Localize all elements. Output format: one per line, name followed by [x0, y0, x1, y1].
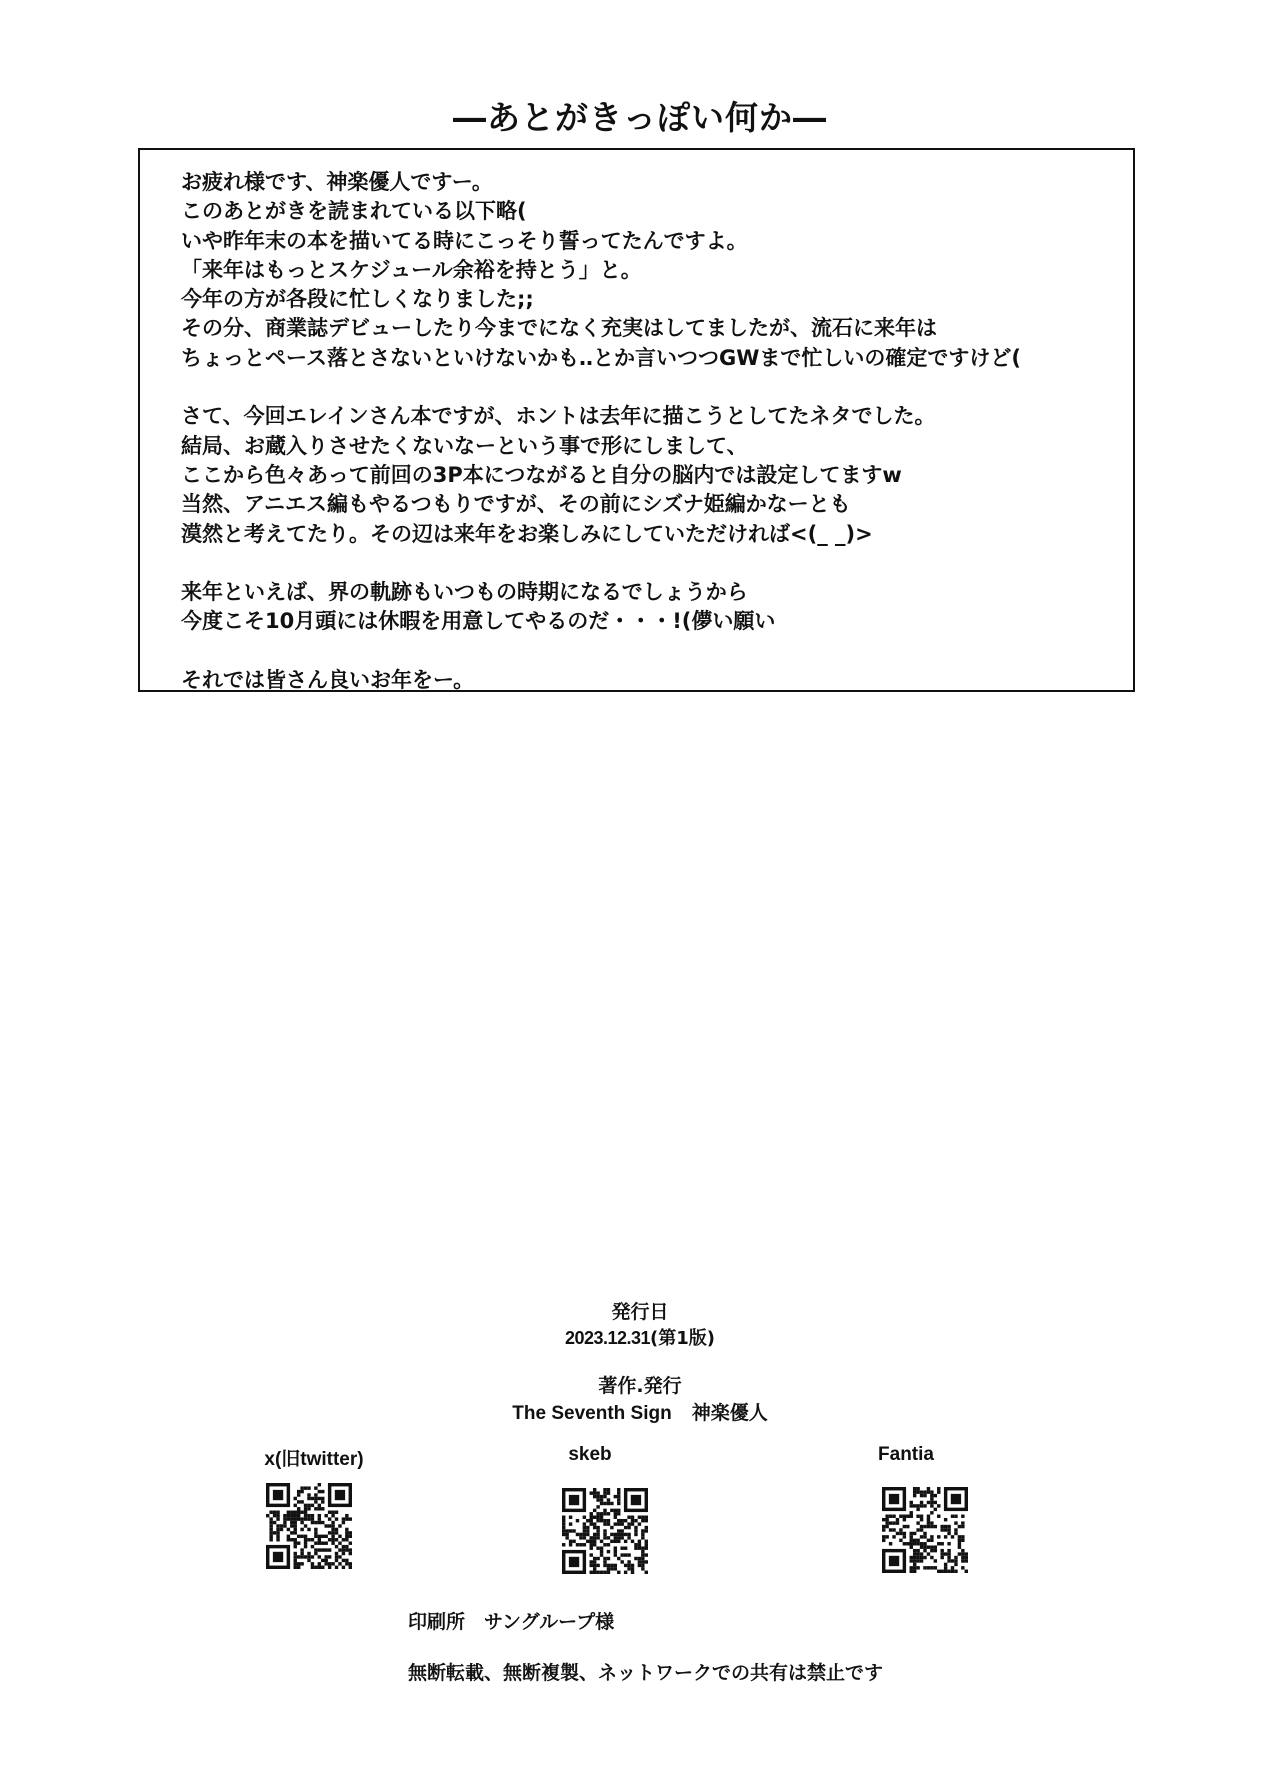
text-line: お疲れ様です、神楽優人ですー。	[181, 170, 493, 194]
qr-code-icon[interactable]	[882, 1487, 968, 1573]
text-line: 漠然と考えてたり。その辺は来年をお楽しみにしていただければ<(_ _)>	[181, 521, 873, 546]
text-line: それでは皆さん良いお年をー。	[181, 668, 475, 693]
issue-edition: (第1版)	[650, 1328, 716, 1349]
paragraph	[181, 578, 1101, 637]
text-line: 「来年はもっとスケジュール余裕を持とう」と。	[181, 257, 642, 282]
author-label: 著作.発行	[598, 1375, 682, 1397]
text-line: ここから色々あって前回の3P本につながると自分の脳内では設定してますw	[181, 462, 902, 487]
page-title: ―あとがきっぽい何か―	[453, 98, 827, 137]
circle-name: The Seventh Sign	[512, 1403, 672, 1424]
link-label-skeb: skeb	[568, 1444, 612, 1465]
publisher-line	[0, 1398, 1280, 1425]
text-line: このあとがきを読まれている以下略(	[181, 199, 527, 224]
text-line: いや昨年末の本を描いてる時にこっそり誓ってたんですよ。	[181, 228, 748, 253]
link-label-x: x(旧twitter)	[264, 1449, 364, 1470]
link-label-fantia: Fantia	[878, 1444, 934, 1465]
paragraph	[181, 666, 1101, 695]
paragraph	[181, 168, 1101, 373]
author-name: 神楽優人	[691, 1402, 768, 1424]
text-line: その分、商業誌デビューしたり今までになく充実はしてましたが、流石に来年は	[181, 316, 937, 341]
qr-code-icon[interactable]	[266, 1483, 352, 1569]
printer-credit: 印刷所 サングループ様	[408, 1611, 615, 1633]
copyright-notice: 無断転載、無断複製、ネットワークでの共有は禁止です	[408, 1662, 884, 1684]
afterword-text	[181, 168, 1101, 695]
text-line: 来年といえば、界の軌跡もいつもの時期になるでしょうから	[181, 580, 748, 605]
issue-date-value: 2023.12.31	[564, 1328, 651, 1348]
text-line: 当然、アニエス編もやるつもりですが、その前にシズナ姫編かなーとも	[181, 492, 851, 517]
text-line: さて、今回エレインさん本ですが、ホントは去年に描こうとしてたネタでした。	[181, 404, 936, 429]
text-line: ちょっとペース落とさないといけないかも‥とか言いつつGWまで忙しいの確定ですけど(	[181, 345, 1021, 370]
issue-date	[0, 1324, 1280, 1350]
text-line: 結局、お蔵入りさせたくないなーという事で形にしまして、	[181, 433, 748, 458]
text-line: 今年の方が各段に忙しくなりました;;	[181, 287, 534, 312]
qr-code-icon[interactable]	[562, 1488, 648, 1574]
text-line: 今度こそ10月頭には休暇を用意してやるのだ・・・!(儚い願い	[181, 609, 776, 634]
paragraph	[181, 402, 1101, 548]
issue-date-label: 発行日	[611, 1301, 669, 1323]
